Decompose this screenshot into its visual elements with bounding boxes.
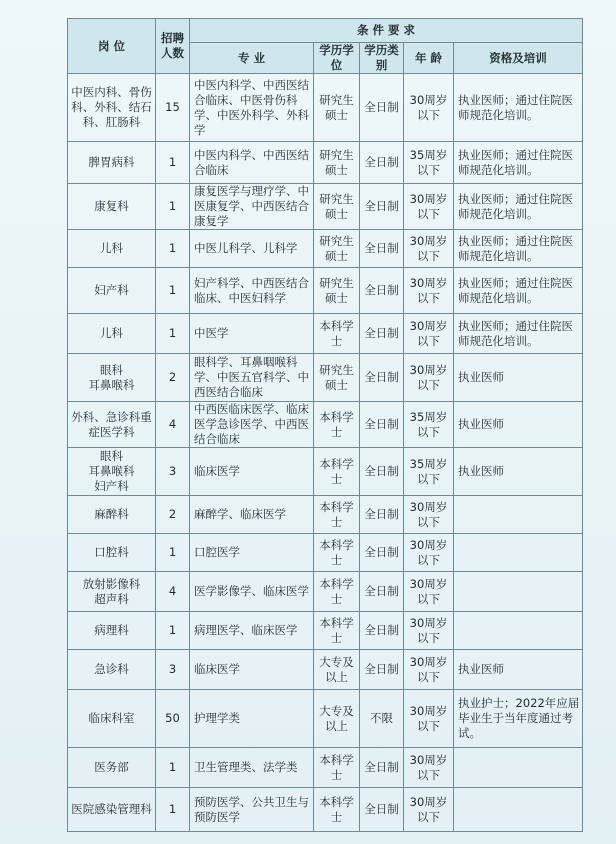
row-post: 医院感染管理科: [68, 788, 156, 832]
row-major: 中医儿科学、儿科学: [190, 230, 314, 268]
table-row: [68, 690, 583, 748]
row-age: 30周岁以下: [404, 534, 454, 572]
row-age: 30周岁以下: [404, 230, 454, 268]
row-count: 2: [156, 354, 190, 402]
header-age: 年 龄: [404, 43, 454, 74]
row-edu-type: 全日制: [360, 650, 404, 690]
row-degree: 本科学士: [314, 612, 360, 650]
row-age: 30周岁以下: [404, 572, 454, 612]
row-degree: 研究生硕士: [314, 268, 360, 314]
row-qualification: [454, 534, 583, 572]
row-qualification: 执业医师；通过住院医师规范化培训。: [454, 268, 583, 314]
row-major: 卫生管理类、法学类: [190, 748, 314, 788]
row-degree: 研究生硕士: [314, 184, 360, 230]
table-row: [68, 314, 583, 354]
row-post: 康复科: [68, 184, 156, 230]
row-age: 30周岁以下: [404, 690, 454, 748]
row-count: 15: [156, 74, 190, 142]
row-major: 中医内科学、中西医结合临床: [190, 142, 314, 184]
row-qualification: 执业医师；通过住院医师规范化培训。: [454, 74, 583, 142]
table-row: [68, 612, 583, 650]
row-qualification: 执业医师: [454, 448, 583, 496]
row-degree: 研究生硕士: [314, 142, 360, 184]
row-age: 35周岁以下: [404, 142, 454, 184]
row-degree: 本科学士: [314, 448, 360, 496]
row-age: 30周岁以下: [404, 314, 454, 354]
row-post: 病理科: [68, 612, 156, 650]
row-post: 外科、急诊科重症医学科: [68, 402, 156, 448]
row-count: 1: [156, 184, 190, 230]
row-degree: 研究生硕士: [314, 230, 360, 268]
row-major: 中西医临床医学、临床医学急诊医学、中西医结合临床: [190, 402, 314, 448]
row-age: 30周岁以下: [404, 184, 454, 230]
row-post: 脾胃病科: [68, 142, 156, 184]
row-count: 3: [156, 448, 190, 496]
row-major: 康复医学与理疗学、中医康复学、中西医结合康复学: [190, 184, 314, 230]
table-row: [68, 448, 583, 496]
row-major: 预防医学、公共卫生与预防医学: [190, 788, 314, 832]
row-post: 医务部: [68, 748, 156, 788]
row-major: 临床医学: [190, 448, 314, 496]
row-age: 30周岁以下: [404, 496, 454, 534]
row-age: 30周岁以下: [404, 354, 454, 402]
table-row: [68, 748, 583, 788]
row-edu-type: 全日制: [360, 748, 404, 788]
row-age: 30周岁以下: [404, 748, 454, 788]
row-count: 1: [156, 314, 190, 354]
row-edu-type: 全日制: [360, 572, 404, 612]
row-degree: 本科学士: [314, 314, 360, 354]
table-row: [68, 74, 583, 142]
row-degree: 大专及以上: [314, 690, 360, 748]
row-age: 30周岁以下: [404, 74, 454, 142]
row-age: 30周岁以下: [404, 612, 454, 650]
row-major: 医学影像学、临床医学: [190, 572, 314, 612]
row-degree: 研究生硕士: [314, 74, 360, 142]
row-qualification: 执业医师: [454, 402, 583, 448]
row-qualification: [454, 748, 583, 788]
row-count: 1: [156, 268, 190, 314]
row-major: 眼科学、耳鼻咽喉科学、中医五官科学、中西医结合临床: [190, 354, 314, 402]
row-degree: 本科学士: [314, 788, 360, 832]
table-row: [68, 650, 583, 690]
header-degree: 学历学位: [314, 43, 360, 74]
table-row: [68, 534, 583, 572]
table-row: [68, 496, 583, 534]
row-major: 妇产科学、中西医结合临床、中医妇科学: [190, 268, 314, 314]
row-count: 4: [156, 572, 190, 612]
row-qualification: 执业医师；通过住院医师规范化培训。: [454, 314, 583, 354]
row-qualification: 执业医师: [454, 650, 583, 690]
row-edu-type: 全日制: [360, 142, 404, 184]
row-post: 放射影像科 超声科: [68, 572, 156, 612]
row-major: 护理学类: [190, 690, 314, 748]
table-row: [68, 788, 583, 832]
header-conditions: 条 件 要 求: [190, 19, 583, 43]
row-post: 儿科: [68, 230, 156, 268]
row-post: 麻醉科: [68, 496, 156, 534]
table-row: [68, 354, 583, 402]
table-row: [68, 142, 583, 184]
row-post: 儿科: [68, 314, 156, 354]
row-count: 1: [156, 534, 190, 572]
recruitment-table: [67, 18, 583, 832]
row-post: 妇产科: [68, 268, 156, 314]
row-major: 中医内科学、中西医结合临床、中医骨伤科学、中医外科学、外科学: [190, 74, 314, 142]
table-row: [68, 572, 583, 612]
row-count: 1: [156, 748, 190, 788]
row-edu-type: 全日制: [360, 314, 404, 354]
table-row: [68, 184, 583, 230]
header-qualification: 资格及培训: [454, 43, 583, 74]
header-post: 岗 位: [68, 19, 156, 74]
row-degree: 大专及以上: [314, 650, 360, 690]
row-post: 眼科 耳鼻喉科: [68, 354, 156, 402]
row-degree: 本科学士: [314, 496, 360, 534]
row-count: 3: [156, 650, 190, 690]
row-degree: 本科学士: [314, 572, 360, 612]
row-degree: 本科学士: [314, 402, 360, 448]
row-major: 中医学: [190, 314, 314, 354]
table-row: [68, 402, 583, 448]
row-qualification: [454, 572, 583, 612]
row-edu-type: 全日制: [360, 448, 404, 496]
row-qualification: 执业医师: [454, 354, 583, 402]
row-edu-type: 全日制: [360, 402, 404, 448]
row-qualification: [454, 612, 583, 650]
row-edu-type: 全日制: [360, 534, 404, 572]
header-major: 专 业: [190, 43, 314, 74]
header-count: 招聘人数: [156, 19, 190, 74]
row-count: 1: [156, 788, 190, 832]
header-edu-type: 学历类别: [360, 43, 404, 74]
row-edu-type: 全日制: [360, 74, 404, 142]
row-post: 临床科室: [68, 690, 156, 748]
table-row: [68, 230, 583, 268]
row-qualification: 执业护士；2022年应届毕业生于当年度通过考试。: [454, 690, 583, 748]
row-qualification: 执业医师；通过住院医师规范化培训。: [454, 184, 583, 230]
row-edu-type: 全日制: [360, 354, 404, 402]
row-degree: 本科学士: [314, 534, 360, 572]
row-age: 35周岁以下: [404, 402, 454, 448]
row-count: 50: [156, 690, 190, 748]
row-major: 口腔医学: [190, 534, 314, 572]
row-post: 口腔科: [68, 534, 156, 572]
row-degree: 本科学士: [314, 748, 360, 788]
row-count: 1: [156, 612, 190, 650]
row-post: 中医内科、骨伤科、外科、结石科、肛肠科: [68, 74, 156, 142]
row-degree: 研究生硕士: [314, 354, 360, 402]
row-edu-type: 全日制: [360, 788, 404, 832]
table-row: [68, 268, 583, 314]
row-age: 30周岁以下: [404, 650, 454, 690]
row-qualification: 执业医师；通过住院医师规范化培训。: [454, 142, 583, 184]
row-count: 1: [156, 142, 190, 184]
row-edu-type: 全日制: [360, 612, 404, 650]
table-body: [68, 74, 583, 832]
row-qualification: [454, 496, 583, 534]
row-qualification: 执业医师；通过住院医师规范化培训。: [454, 230, 583, 268]
row-count: 4: [156, 402, 190, 448]
row-major: 临床医学: [190, 650, 314, 690]
row-edu-type: 全日制: [360, 230, 404, 268]
row-edu-type: 全日制: [360, 268, 404, 314]
row-major: 麻醉学、临床医学: [190, 496, 314, 534]
row-edu-type: 全日制: [360, 184, 404, 230]
row-edu-type: 全日制: [360, 496, 404, 534]
row-edu-type: 不限: [360, 690, 404, 748]
row-qualification: [454, 788, 583, 832]
row-post: 眼科 耳鼻喉科 妇产科: [68, 448, 156, 496]
row-major: 病理医学、临床医学: [190, 612, 314, 650]
row-age: 30周岁以下: [404, 788, 454, 832]
row-post: 急诊科: [68, 650, 156, 690]
row-age: 30周岁以下: [404, 268, 454, 314]
row-count: 2: [156, 496, 190, 534]
row-age: 35周岁以下: [404, 448, 454, 496]
row-count: 1: [156, 230, 190, 268]
